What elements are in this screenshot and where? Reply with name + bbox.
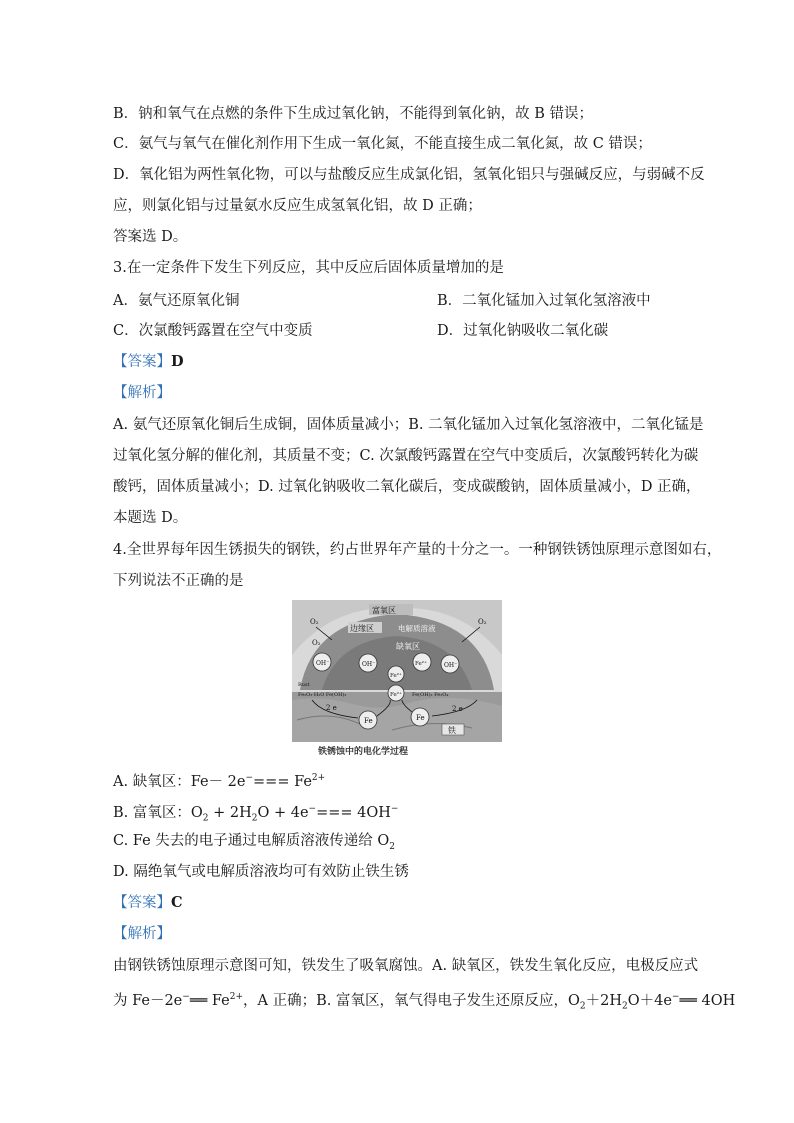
label-fe: Fe: [416, 714, 425, 722]
label-rust-products-left: Fe₂O₃·H₂O Fe(OH)₃: [298, 692, 347, 698]
q4-option-a: A. 缺氧区：$Fe- 2e^-=== Fe^{2+}$: [113, 773, 326, 790]
label-o2: O₂: [310, 618, 319, 626]
corrosion-diagram: [292, 600, 502, 742]
label-rust-products-right: Fe(OH)₂ Fe₃O₄: [412, 692, 449, 698]
q3-option-a: A．氨气还原氧化铜: [113, 293, 240, 309]
q4-analysis-line2: 为 Fe－2e−══ $Fe^{2+}$，A 正确；B. 富氧区，氧气得电子发生还原反应，$O_2+2H_2O+4e^-══$ 4OH: [113, 992, 736, 1012]
q3-analysis-line: 本题选 D。: [113, 510, 188, 526]
q3-option-b: B．二氧化锰加入过氧化氢溶液中: [437, 293, 651, 309]
figure-caption: 铁锈蚀中的电化学过程: [318, 747, 409, 757]
q4-analysis-tag: [113, 924, 171, 944]
option-d-explanation-line2: 应，则氯化铝与过量氨水反应生成氢氧化铝，故 D 正确；: [113, 198, 482, 214]
question-4-stem-line2: 下列说法不正确的是: [113, 573, 244, 589]
label-oh: OH⁻: [444, 662, 458, 669]
label-o2: O₂: [478, 618, 487, 626]
label-fe2: Fe²⁺: [390, 673, 402, 679]
label-oh: OH⁻: [362, 661, 376, 668]
q4-option-d: D. 隔绝氧气或电解质溶液均可有效防止铁生锈: [113, 864, 409, 880]
label-fe: Fe: [364, 717, 373, 725]
q3-analysis-line: 酸钙，固体质量减小；D. 过氧化钠吸收二氧化碳后，变成碳酸钠，固体质量减小，D 正确，: [113, 479, 701, 495]
label-fe2: Fe²⁺: [390, 692, 402, 698]
answer-tag: 【答案】: [113, 895, 171, 911]
label-fe2: Fe²⁺: [415, 661, 427, 667]
label-rust: Rust: [298, 682, 310, 688]
answer-value: D: [171, 353, 184, 370]
label-2e: 2 e: [326, 704, 337, 712]
label-lack-oxygen: 缺氧区: [396, 642, 420, 651]
option-c-explanation: C．氨气与氧气在催化剂作用下生成一氧化氮，不能直接生成二氧化氮，故 C 错误；: [113, 136, 652, 152]
q4-option-b: B. 富氧区：$O_2 + 2H_2O + 4e^-=== 4OH^-$: [113, 804, 399, 824]
label-electrolyte: 电解质溶液: [398, 624, 436, 633]
label-edge-zone: 边缘区: [350, 624, 374, 633]
q3-answer: [113, 352, 184, 372]
question-3-stem: 3.在一定条件下发生下列反应，其中反应后固体质量增加的是: [113, 260, 504, 276]
q4-answer: [113, 893, 183, 913]
q4-analysis-line1: 由钢铁锈蚀原理示意图可知，铁发生了吸氧腐蚀。A. 缺氧区，铁发生氧化反应，电极反应式: [113, 958, 699, 974]
label-oh: OH⁻: [316, 660, 330, 667]
q3-option-c: C．次氯酸钙露置在空气中变质: [113, 323, 313, 339]
q3-analysis-line: 过氧化氢分解的催化剂，其质量不变；C. 次氯酸钙露置在空气中变质后，次氯酸钙转化为碳: [113, 448, 699, 464]
q3-analysis-tag: [113, 383, 171, 403]
option-b-explanation: B．钠和氧气在点燃的条件下生成过氧化钠，不能得到氧化钠，故 B 错误；: [113, 106, 594, 122]
q4-option-c: C. Fe 失去的电子通过电解质溶液传递给 $O_2$: [113, 833, 395, 852]
option-d-explanation-line1: D．氧化铝为两性氧化物，可以与盐酸反应生成氯化铝，氢氧化铝只与强碱反应，与弱碱不反: [113, 167, 705, 183]
question-4-stem-line1: 4.全世界每年因生锈损失的钢铁，约占世界年产量的十分之一。一种钢铁锈蚀原理示意图如右，: [113, 542, 722, 558]
q3-analysis-line: A. 氨气还原氧化铜后生成铜，固体质量减小；B. 二氧化锰加入过氧化氢溶液中，二氧化锰是: [113, 417, 704, 433]
label-o2: O₂: [312, 639, 321, 647]
q3-option-d: D．过氧化钠吸收二氧化碳: [437, 323, 609, 339]
answer-value: C: [171, 894, 183, 911]
analysis-tag: 【解析】: [113, 926, 171, 942]
answer-selection: 答案选 D。: [113, 229, 188, 245]
label-iron: 铁: [448, 726, 456, 735]
answer-tag: 【答案】: [113, 354, 171, 370]
analysis-tag: 【解析】: [113, 385, 171, 401]
label-2e: 2 e: [452, 705, 463, 713]
label-rich-oxygen: 富氧区: [372, 606, 396, 615]
